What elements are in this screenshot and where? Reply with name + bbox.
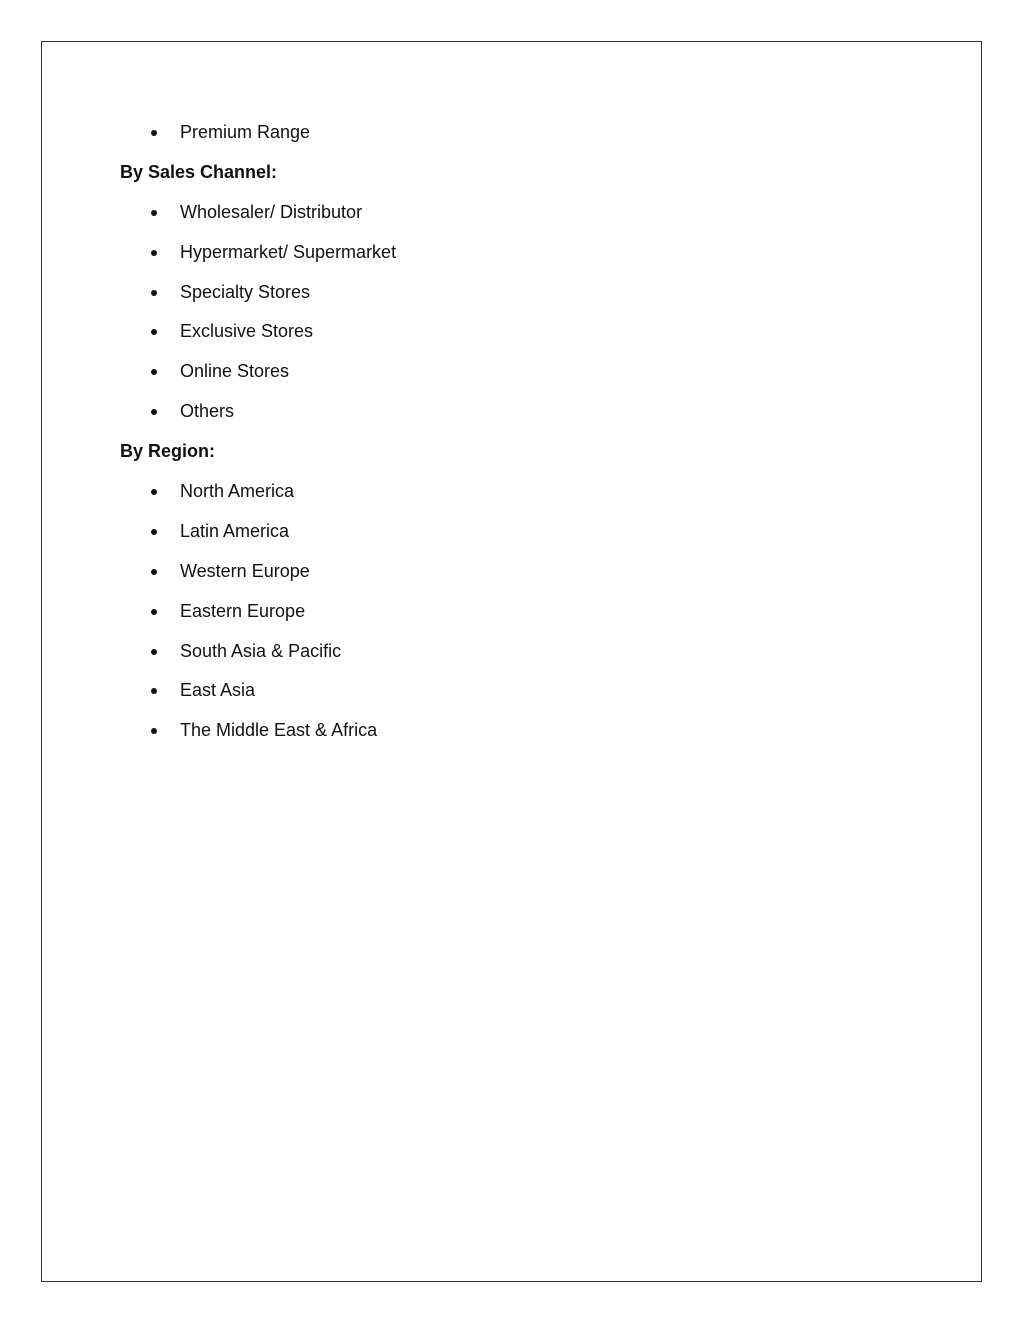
list-item-text: The Middle East & Africa <box>180 720 378 741</box>
list-item <box>120 675 920 715</box>
bullet-icon <box>151 728 157 734</box>
bullet-icon <box>151 409 157 415</box>
bullet-icon <box>151 369 157 375</box>
list-item <box>120 117 920 157</box>
list-item <box>120 356 920 396</box>
list-item-text: Wholesaler/ Distributor <box>180 201 363 222</box>
list-item-text: Others <box>180 401 235 422</box>
list-item <box>120 197 920 237</box>
list-item <box>120 237 920 277</box>
list-item-text: Online Stores <box>180 361 290 382</box>
list-item <box>120 636 920 676</box>
bullet-icon <box>151 250 157 256</box>
bullet-icon <box>151 290 157 296</box>
list-item <box>120 516 920 556</box>
document-body <box>120 117 920 755</box>
list-item <box>120 277 920 317</box>
list-item <box>120 396 920 436</box>
bullet-icon <box>151 130 157 136</box>
list-item-text: Specialty Stores <box>180 281 311 302</box>
bullet-icon <box>151 569 157 575</box>
bullet-icon <box>151 210 157 216</box>
section-heading-sales-channel: By Sales Channel: <box>120 161 278 182</box>
list-item-text: South Asia & Pacific <box>180 640 342 661</box>
bullet-icon <box>151 649 157 655</box>
bullet-icon <box>151 529 157 535</box>
bullet-icon <box>151 489 157 495</box>
list-item-text: Exclusive Stores <box>180 321 314 342</box>
section-heading-region: By Region: <box>120 441 216 462</box>
list-item-text: North America <box>180 481 295 502</box>
bullet-icon <box>151 688 157 694</box>
bullet-icon <box>151 329 157 335</box>
list-item <box>120 316 920 356</box>
list-item-text: Latin America <box>180 520 290 541</box>
list-item <box>120 556 920 596</box>
list-item <box>120 596 920 636</box>
list-item <box>120 476 920 516</box>
list-item-text: East Asia <box>180 680 256 701</box>
list-item-text: Eastern Europe <box>180 600 306 621</box>
list-item-text: Western Europe <box>180 560 310 581</box>
list-item-text: Premium Range <box>180 122 311 142</box>
bullet-icon <box>151 609 157 615</box>
list-item <box>120 715 920 755</box>
list-item-text: Hypermarket/ Supermarket <box>180 241 397 262</box>
